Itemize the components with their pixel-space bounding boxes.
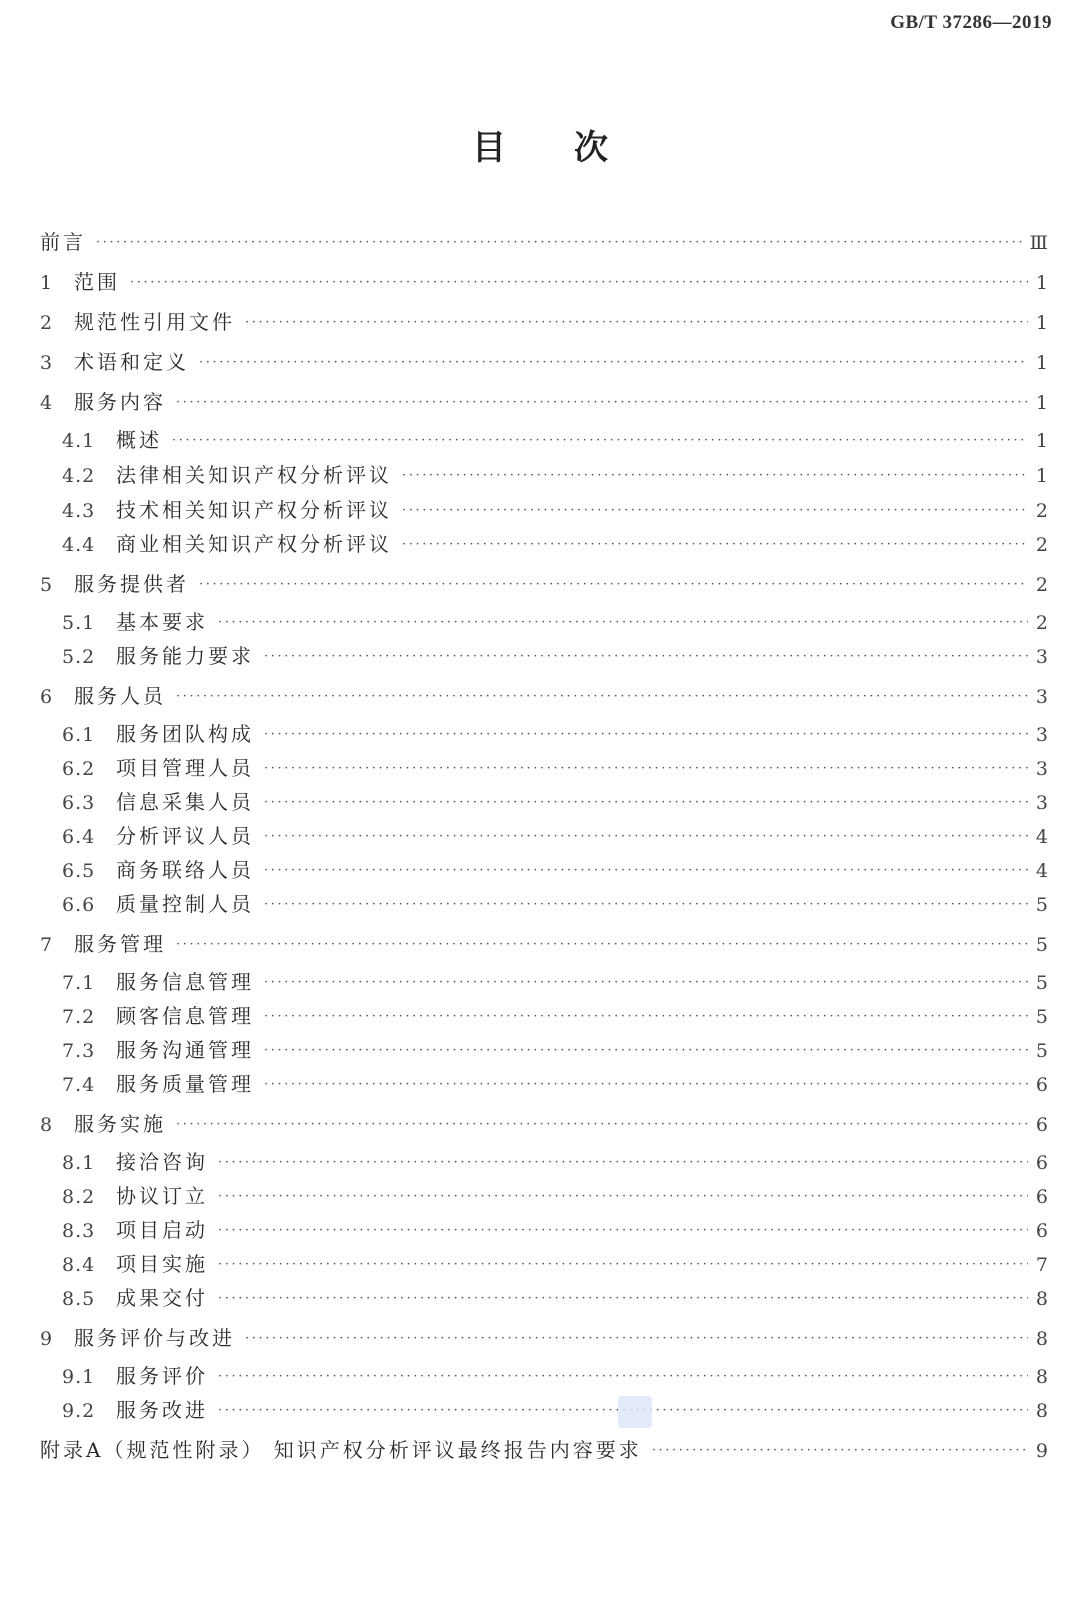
toc-entry-label xyxy=(40,266,120,295)
toc-entry-label xyxy=(62,966,254,995)
page-title: 目次 xyxy=(472,128,676,168)
toc-leader-dots xyxy=(218,1291,1028,1306)
toc-leader-dots xyxy=(176,689,1028,704)
toc-entry-number: 5.1 xyxy=(62,612,96,634)
toc-entry[interactable] xyxy=(40,1000,1048,1029)
toc-leader-dots xyxy=(264,1009,1028,1024)
toc-entry-number: 8.4 xyxy=(62,1254,96,1276)
toc-entry[interactable] xyxy=(40,424,1048,453)
toc-entry-title: 信息采集人员 xyxy=(116,790,254,814)
toc-entry[interactable] xyxy=(40,888,1048,917)
toc-entry-page: 2 xyxy=(1035,612,1048,634)
toc-leader-dots xyxy=(245,1331,1028,1346)
toc-leader-dots xyxy=(176,937,1028,952)
toc-entry-label xyxy=(62,1360,208,1389)
toc-entry-title: 服务实施 xyxy=(74,1112,166,1136)
toc-entry-number: 7 xyxy=(40,934,54,956)
toc-entry-title: 前言 xyxy=(40,230,86,254)
toc-entry[interactable] xyxy=(40,1360,1048,1389)
toc-leader-dots xyxy=(218,1155,1028,1170)
toc-entry-label xyxy=(62,606,208,635)
toc-entry-label xyxy=(62,494,392,523)
toc-leader-dots xyxy=(199,355,1028,370)
toc-entry-page: 6 xyxy=(1035,1152,1048,1174)
toc-entry-title: 服务提供者 xyxy=(74,572,189,596)
toc-entry-title: 服务沟通管理 xyxy=(116,1038,254,1062)
toc-entry-page: 2 xyxy=(1035,574,1048,596)
toc-leader-dots xyxy=(264,1077,1028,1092)
toc-entry-number: 6.5 xyxy=(62,860,96,882)
toc-entry-page: 1 xyxy=(1035,465,1048,487)
toc-entry-number: 9 xyxy=(40,1328,54,1350)
toc-entry[interactable] xyxy=(40,1248,1048,1277)
toc-entry[interactable] xyxy=(40,966,1048,995)
toc-entry-page: 6 xyxy=(1035,1186,1048,1208)
toc-entry-page: 5 xyxy=(1035,1040,1048,1062)
toc-entry[interactable] xyxy=(40,854,1048,883)
document-number: GB/T 37286—2019 xyxy=(890,12,1052,33)
toc-leader-dots xyxy=(652,1443,1028,1458)
toc-leader-dots xyxy=(264,795,1028,810)
toc-entry-page: 1 xyxy=(1035,352,1048,374)
toc-entry-label xyxy=(40,306,235,335)
toc-entry[interactable] xyxy=(40,1434,1048,1463)
toc-entry-number: 2 xyxy=(40,312,54,334)
toc-leader-dots xyxy=(218,1189,1028,1204)
toc-entry-page: 3 xyxy=(1035,792,1048,814)
toc-leader-dots xyxy=(264,897,1028,912)
toc-entry-label xyxy=(62,888,254,917)
toc-entry-label xyxy=(40,386,166,415)
toc-entry-label xyxy=(62,424,162,453)
toc-leader-dots xyxy=(218,615,1028,630)
toc-entry-label xyxy=(40,1434,642,1463)
toc-entry-number: 8 xyxy=(40,1114,54,1136)
toc-entry-label xyxy=(62,718,254,747)
toc-entry[interactable] xyxy=(40,306,1048,335)
toc-entry-title: 技术相关知识产权分析评议 xyxy=(116,498,392,522)
toc-entry[interactable] xyxy=(40,928,1048,957)
toc-entry[interactable] xyxy=(40,494,1048,523)
toc-entry-label xyxy=(62,1282,208,1311)
toc-entry-label xyxy=(62,459,392,488)
toc-entry-page: 1 xyxy=(1035,392,1048,414)
toc-entry[interactable] xyxy=(40,1322,1048,1351)
toc-entry-page: 9 xyxy=(1035,1440,1048,1462)
toc-entry-title: 服务团队构成 xyxy=(116,722,254,746)
toc-entry[interactable] xyxy=(40,820,1048,849)
toc-entry-title: 顾客信息管理 xyxy=(116,1004,254,1028)
toc-entry-page: 4 xyxy=(1035,860,1048,882)
toc-leader-dots xyxy=(218,1257,1028,1272)
toc-entry-page: 5 xyxy=(1035,934,1048,956)
toc-entry-page: 3 xyxy=(1035,686,1048,708)
toc-entry-number: 9.2 xyxy=(62,1400,96,1422)
toc-entry-title: 项目管理人员 xyxy=(116,756,254,780)
toc-entry-title: 服务信息管理 xyxy=(116,970,254,994)
toc-entry[interactable] xyxy=(40,528,1048,557)
toc-entry-label xyxy=(62,528,392,557)
watermark-logo xyxy=(618,1396,652,1428)
toc-entry-title: 商业相关知识产权分析评议 xyxy=(116,532,392,556)
toc-leader-dots xyxy=(176,1117,1028,1132)
toc-entry-label xyxy=(62,1000,254,1029)
toc-entry-label xyxy=(62,640,254,669)
toc-entry[interactable] xyxy=(40,346,1048,375)
toc-entry-title: 服务质量管理 xyxy=(116,1072,254,1096)
toc-entry-page: 1 xyxy=(1035,430,1048,452)
toc-leader-dots xyxy=(176,395,1028,410)
toc-entry-number: 5 xyxy=(40,574,54,596)
toc-entry-page: 8 xyxy=(1035,1328,1048,1350)
toc-entry-number: 4.4 xyxy=(62,534,96,556)
toc-entry-page: 7 xyxy=(1035,1254,1048,1276)
toc-entry-label xyxy=(62,1248,208,1277)
toc-entry[interactable] xyxy=(40,266,1048,295)
toc-entry-page: 1 xyxy=(1035,272,1048,294)
toc-entry-number: 7.4 xyxy=(62,1074,96,1096)
toc-entry-page: 8 xyxy=(1035,1366,1048,1388)
toc-entry-title: 质量控制人员 xyxy=(116,892,254,916)
toc-entry-number: 7.3 xyxy=(62,1040,96,1062)
toc-entry-number: 8.1 xyxy=(62,1152,96,1174)
toc-leader-dots xyxy=(264,1043,1028,1058)
toc-entry[interactable] xyxy=(40,1068,1048,1097)
toc-leader-dots xyxy=(402,503,1028,518)
toc-entry-page: 5 xyxy=(1035,972,1048,994)
toc-entry-title: 服务管理 xyxy=(74,932,166,956)
toc-leader-dots xyxy=(245,315,1028,330)
toc-entry-label xyxy=(62,1394,208,1423)
toc-leader-dots xyxy=(264,761,1028,776)
toc-leader-dots xyxy=(130,275,1028,290)
toc-entry-number: 8.5 xyxy=(62,1288,96,1310)
toc-entry-page: 3 xyxy=(1035,758,1048,780)
toc-entry[interactable] xyxy=(40,1146,1048,1175)
toc-entry-title: 项目启动 xyxy=(116,1218,208,1242)
toc-entry-number: 8.2 xyxy=(62,1186,96,1208)
toc-entry-label xyxy=(62,786,254,815)
toc-entry[interactable] xyxy=(40,1214,1048,1243)
toc-entry[interactable] xyxy=(40,606,1048,635)
toc-entry-title: 成果交付 xyxy=(116,1286,208,1310)
toc-entry-title: 分析评议人员 xyxy=(116,824,254,848)
toc-entry-title: 基本要求 xyxy=(116,610,208,634)
toc-entry-page: 6 xyxy=(1035,1074,1048,1096)
toc-entry[interactable] xyxy=(40,226,1048,255)
toc-entry-title: 服务评价 xyxy=(116,1364,208,1388)
toc-entry[interactable] xyxy=(40,786,1048,815)
toc-entry[interactable] xyxy=(40,1180,1048,1209)
toc-entry-label xyxy=(62,1068,254,1097)
toc-entry-title: 规范性引用文件 xyxy=(74,310,235,334)
toc-entry-title: 服务内容 xyxy=(74,390,166,414)
toc-entry[interactable] xyxy=(40,1282,1048,1311)
toc-entry[interactable] xyxy=(40,1108,1048,1137)
toc-entry-label xyxy=(62,1146,208,1175)
toc-leader-dots xyxy=(218,1369,1028,1384)
toc-entry-number: 6.3 xyxy=(62,792,96,814)
toc-entry[interactable] xyxy=(40,1394,1048,1423)
toc-entry-number: 9.1 xyxy=(62,1366,96,1388)
toc-entry-title: 附录A（规范性附录） 知识产权分析评议最终报告内容要求 xyxy=(40,1438,642,1462)
toc-entry[interactable] xyxy=(40,718,1048,747)
toc-entry-number: 1 xyxy=(40,272,54,294)
toc-entry-label xyxy=(62,752,254,781)
toc-entry-title: 项目实施 xyxy=(116,1252,208,1276)
toc-leader-dots xyxy=(264,649,1028,664)
toc-entry[interactable] xyxy=(40,386,1048,415)
toc-entry-page: 4 xyxy=(1035,826,1048,848)
toc-leader-dots xyxy=(264,727,1028,742)
toc-entry-label xyxy=(62,1180,208,1209)
toc-entry-number: 5.2 xyxy=(62,646,96,668)
toc-entry[interactable] xyxy=(40,640,1048,669)
toc-entry-number: 8.3 xyxy=(62,1220,96,1242)
toc-entry-page: Ⅲ xyxy=(1029,232,1048,254)
toc-entry-label xyxy=(40,1108,166,1137)
toc-entry-label xyxy=(40,346,189,375)
toc-entry-page: 6 xyxy=(1035,1220,1048,1242)
toc-leader-dots xyxy=(96,235,1024,250)
toc-entry-page: 8 xyxy=(1035,1288,1048,1310)
toc-entry[interactable] xyxy=(40,680,1048,709)
toc-entry-page: 5 xyxy=(1035,1006,1048,1028)
toc-entry[interactable] xyxy=(40,752,1048,781)
toc-entry-title: 范围 xyxy=(74,270,120,294)
toc-entry[interactable] xyxy=(40,1034,1048,1063)
toc-entry-label xyxy=(40,226,86,255)
toc-entry-label xyxy=(40,680,166,709)
toc-leader-dots xyxy=(264,863,1028,878)
toc-entry-number: 7.2 xyxy=(62,1006,96,1028)
toc-leader-dots xyxy=(218,1223,1028,1238)
toc-entry-page: 2 xyxy=(1035,534,1048,556)
toc-entry-title: 服务评价与改进 xyxy=(74,1326,235,1350)
toc-entry-title: 服务人员 xyxy=(74,684,166,708)
toc-entry-title: 法律相关知识产权分析评议 xyxy=(116,463,392,487)
toc-entry-number: 6.6 xyxy=(62,894,96,916)
toc-entry[interactable] xyxy=(40,459,1048,488)
toc-entry-number: 3 xyxy=(40,352,54,374)
toc-entry-page: 2 xyxy=(1035,500,1048,522)
toc-entry[interactable] xyxy=(40,568,1048,597)
toc-entry-page: 3 xyxy=(1035,646,1048,668)
toc-entry-title: 术语和定义 xyxy=(74,350,189,374)
toc-entry-number: 4.2 xyxy=(62,465,96,487)
toc-leader-dots xyxy=(264,975,1028,990)
toc-entry-title: 概述 xyxy=(116,428,162,452)
toc-entry-title: 服务能力要求 xyxy=(116,644,254,668)
toc-entry-label xyxy=(62,820,254,849)
toc-entry-page: 3 xyxy=(1035,724,1048,746)
toc-entry-label xyxy=(40,568,189,597)
toc-leader-dots xyxy=(199,577,1028,592)
toc-entry-title: 服务改进 xyxy=(116,1398,208,1422)
toc-entry-page: 1 xyxy=(1035,312,1048,334)
toc-entry-number: 7.1 xyxy=(62,972,96,994)
toc-entry-title: 商务联络人员 xyxy=(116,858,254,882)
toc-entry-page: 5 xyxy=(1035,894,1048,916)
toc-entry-title: 协议订立 xyxy=(116,1184,208,1208)
toc-entry-number: 4 xyxy=(40,392,54,414)
toc-leader-dots xyxy=(172,433,1028,448)
toc-entry-label xyxy=(62,1214,208,1243)
toc-leader-dots xyxy=(402,537,1028,552)
toc-entry-number: 6 xyxy=(40,686,54,708)
toc-entry-number: 6.1 xyxy=(62,724,96,746)
toc-entry-label xyxy=(62,854,254,883)
toc-entry-label xyxy=(40,928,166,957)
toc-leader-dots xyxy=(402,468,1028,483)
toc-entry-page: 8 xyxy=(1035,1400,1048,1422)
toc-entry-label xyxy=(40,1322,235,1351)
toc-entry-number: 6.4 xyxy=(62,826,96,848)
toc-entry-number: 6.2 xyxy=(62,758,96,780)
toc-leader-dots xyxy=(264,829,1028,844)
toc-entry-number: 4.3 xyxy=(62,500,96,522)
toc-entry-page: 6 xyxy=(1035,1114,1048,1136)
toc-entry-number: 4.1 xyxy=(62,430,96,452)
toc-entry-title: 接洽咨询 xyxy=(116,1150,208,1174)
toc-entry-label xyxy=(62,1034,254,1063)
